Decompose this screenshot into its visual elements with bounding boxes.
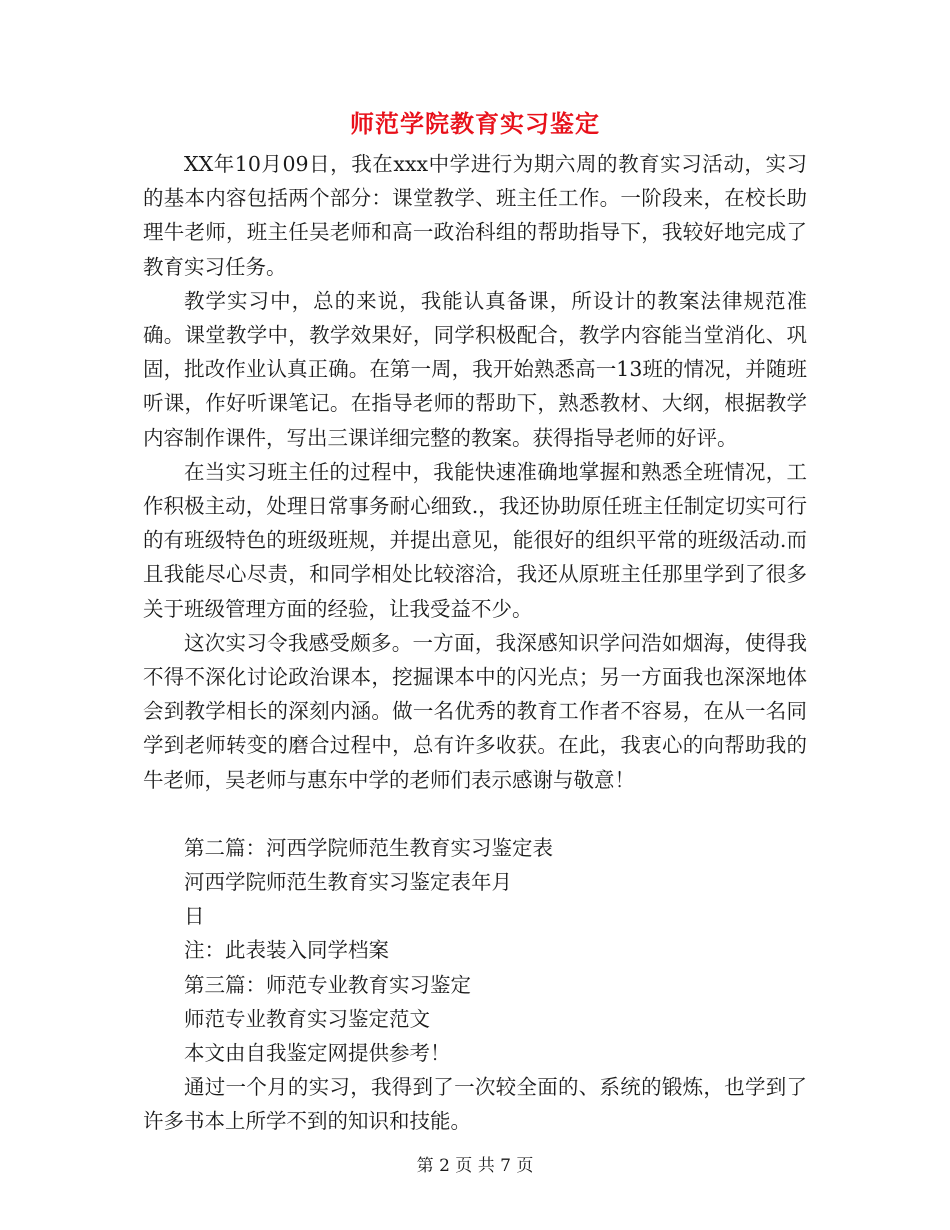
form-date-line: 日 [184, 904, 205, 929]
section-spacer [143, 797, 807, 831]
paragraph-intro: XX年10月09日，我在xxx中学进行为期六周的教育实习活动，实习的基本内容包括两个部分：课堂教学、班主任工作。一阶段来，在校长助理牛老师，班主任吴老师和高一政治科组的帮助指导下，我较好地完成了教育实习任务。 [143, 152, 807, 279]
document-title: 师范学院教育实习鉴定 [350, 109, 600, 138]
section-heading-3: 第三篇：师范专业教育实习鉴定 [184, 972, 471, 997]
form-title-line: 河西学院师范生教育实习鉴定表年月 [184, 870, 512, 895]
document-body [143, 147, 807, 1139]
sample-title-line: 师范专业教育实习鉴定范文 [184, 1006, 430, 1031]
paragraph-class-teacher: 在当实习班主任的过程中，我能快速准确地掌握和熟悉全班情况，工作积极主动，处理日常事务耐心细致.，我还协助原任班主任制定切实可行的有班级特色的班级班规，并提出意见，能很好的组织平常的班级活动.而且我能尽心尽责，和同学相处比较溶洽，我还从原班主任那里学到了很多关于班级管理方面的经验，让我受益不少。 [143, 459, 807, 621]
paragraph-teaching: 教学实习中，总的来说，我能认真备课，所设计的教案法律规范准确。课堂教学中，教学效果好，同学积极配合，教学内容能当堂消化、巩固，批改作业认真正确。在第一周，我开始熟悉高一13班的情况，并随班听课，作好听课笔记。在指导老师的帮助下，熟悉教材、大纲，根据教学内容制作课件，写出三课详细完整的教案。获得指导老师的好评。 [143, 288, 807, 450]
section-heading-2: 第二篇：河西学院师范生教育实习鉴定表 [184, 835, 553, 860]
paragraph-closing: 通过一个月的实习，我得到了一次较全面的、系统的锻炼，也学到了许多书本上所学不到的知识和技能。 [143, 1075, 807, 1134]
source-note-line: 本文由自我鉴定网提供参考！ [184, 1041, 451, 1066]
form-note-line: 注：此表装入同学档案 [184, 938, 389, 963]
page-number: 第 2 页 共 7 页 [416, 1156, 534, 1176]
paragraph-reflection: 这次实习令我感受颇多。一方面，我深感知识学问浩如烟海，使得我不得不深化讨论政治课本，挖掘课本中的闪光点；另一方面我也深深地体会到教学相长的深刻内涵。做一名优秀的教育工作者不容易，在从一名同学到老师转变的磨合过程中，总有许多收获。在此，我衷心的向帮助我的牛老师，吴老师与惠东中学的老师们表示感谢与敬意！ [143, 630, 807, 792]
